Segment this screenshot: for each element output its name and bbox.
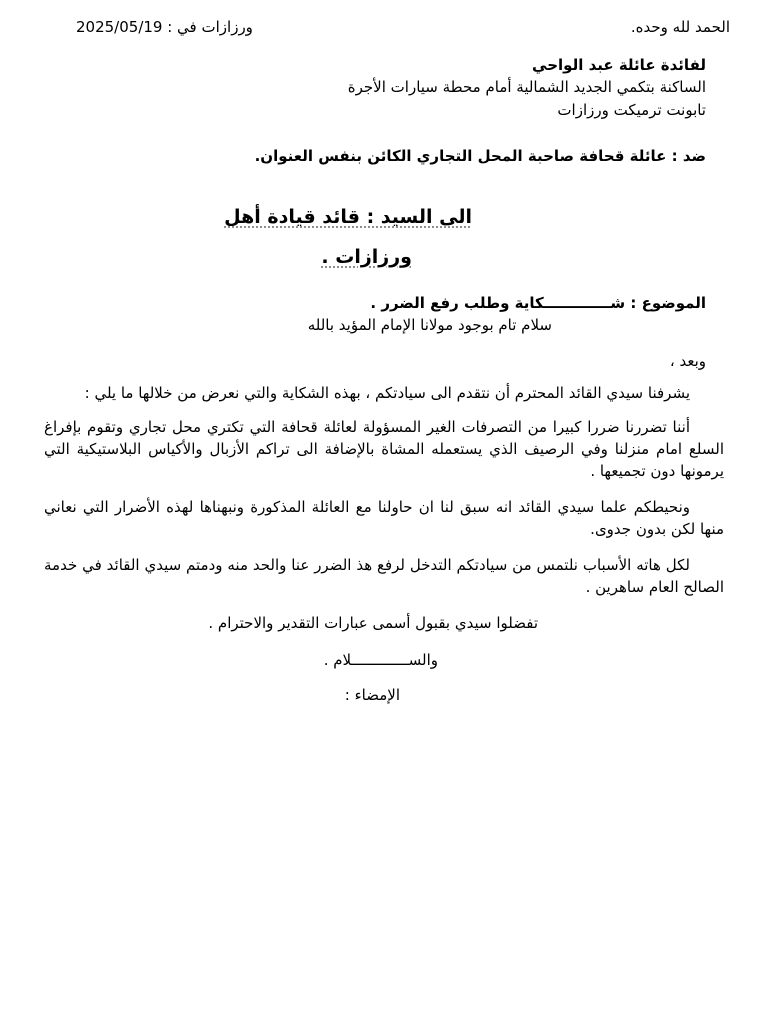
paragraph-4: لكل هاته الأسباب نلتمس من سيادتكم التدخل لرفع هذ الضرر عنا والحد منه ودمتم سيدي القائد في خدمة الصالح العام ساهرين . (44, 556, 724, 596)
recipient-line1: الى السيد : قائد قيادة أهل (224, 206, 472, 228)
paragraph-3: ونحيطكم علما سيدي القائد انه سبق لنا ان حاولنا مع العائلة المذكورة ونبهناها لهذه الأضرار التي نعاني منها لكن بدون جدوى. (44, 498, 724, 538)
date-line: ورزازات في : 2025/05/19 (76, 18, 253, 36)
paragraph-2: أننا تضررنا ضررا كبيرا من التصرفات الغير المسؤولة لعائلة قحافة التي تكتري محل تجاري وتقوم بإفراغ السلع امام منزلنا وفي الرصيف الذي يستعمله المشاة بالإضافة الى تراكم الأزبال والأكياس البلاستيكية التي يرمونها دون تجميعها . (44, 418, 724, 480)
greeting-line: سلام تام بوجود مولانا الإمام المؤيد بالله (307, 316, 552, 334)
subject-line: الموضوع : شـــــــــــــكاية وطلب رفع الضرر . (370, 294, 706, 312)
beneficiary-address-line2: تابونت ترميكت ورزازات (557, 101, 706, 119)
hamd-line: الحمد لله وحده. (630, 18, 730, 36)
paragraph-1: يشرفنا سيدي القائد المحترم أن نتقدم الى سيادتكم ، بهذه الشكاية والتي نعرض من خلالها ما يلي : (84, 384, 690, 402)
closing-salam: والســـــــــــــلام . (323, 651, 438, 669)
signature-label: الإمضاء : (344, 686, 400, 704)
against-line: ضد : عائلة قحافة صاحبة المحل التجاري الكائن بنفس العنوان. (254, 147, 706, 165)
beneficiary-title: لفائدة عائلة عبد الواحي (532, 56, 706, 74)
after-line: وبعد ، (669, 352, 706, 370)
closing-respect: تفضلوا سيدي بقبول أسمى عبارات التقدير والاحترام . (208, 614, 538, 632)
beneficiary-address-line1: الساكنة بتكمي الجديد الشمالية أمام محطة سيارات الأجرة (347, 78, 706, 96)
recipient-line2: ورزازات . (321, 246, 412, 268)
